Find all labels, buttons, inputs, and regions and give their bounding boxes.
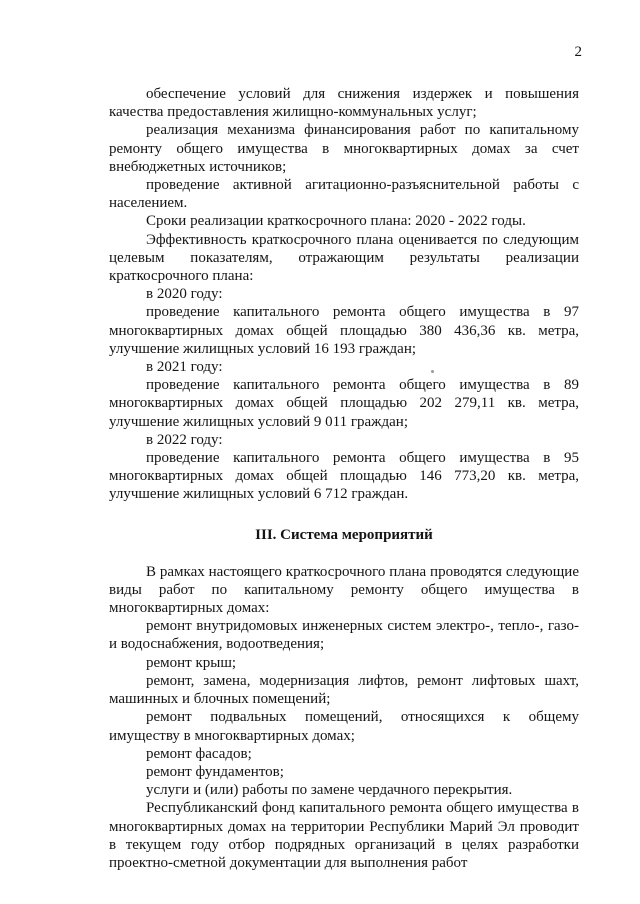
year-label: в 2022 году:: [146, 431, 223, 448]
list-item: ремонт фундаментов;: [146, 763, 284, 780]
year-label: в 2020 году:: [146, 286, 223, 303]
scan-speck: [431, 370, 434, 373]
paragraph: реализация механизма финансирования работ по капитальному ремонту общего имущества в многоквартирных домах за счет внебюджетных источников;: [109, 122, 579, 175]
list-item: ремонт, замена, модернизация лифтов, ремонт лифтовых шахт, машинных и блочных помещений;: [109, 672, 579, 708]
page-number: 2: [574, 44, 582, 60]
paragraph: Эффективность краткосрочного плана оценивается по следующим целевым показателям, отражающим результаты реализации краткосрочного плана:: [109, 231, 579, 285]
paragraph: проведение активной агитационно-разъяснительной работы с населением.: [109, 177, 579, 212]
paragraph: Сроки реализации краткосрочного плана: 2020 - 2022 годы.: [146, 213, 526, 230]
paragraph: Республиканский фонд капитального ремонта общего имущества в многоквартирных домах на территории Республики Марий Эл проводит в текущем году отбор подрядных организаций в целях разработки проектно-сметной документации для выполнения работ: [109, 800, 579, 871]
list-item: ремонт внутридомовых инженерных систем электро-, тепло-, газо- и водоснабжения, водоотведения;: [109, 618, 579, 653]
paragraph: проведение капитального ремонта общего имущества в 97 многоквартирных домах общей площадью 380 436,36 кв. метра, улучшение жилищных условий 16 193 граждан;: [109, 304, 579, 357]
year-label: в 2021 году:: [146, 359, 223, 376]
section-heading: III. Система мероприятий: [255, 526, 433, 543]
list-item: ремонт крыш;: [146, 654, 237, 671]
paragraph: проведение капитального ремонта общего имущества в 89 многоквартирных домах общей площадью 202 279,11 кв. метра, улучшение жилищных условий 9 011 граждан;: [109, 377, 579, 430]
paragraph: проведение капитального ремонта общего имущества в 95 многоквартирных домах общей площадью 146 773,20 кв. метра, улучшение жилищных условий 6 712 граждан.: [109, 450, 579, 503]
paragraph: обеспечение условий для снижения издержек и повышения качества предоставления жилищно-коммунальных услуг;: [109, 86, 579, 121]
document-body: [109, 85, 579, 872]
list-item: ремонт подвальных помещений, относящихся к общему имуществу в многоквартирных домах;: [109, 709, 579, 744]
paragraph: В рамках настоящего краткосрочного плана проводятся следующие виды работ по капитальному ремонту общего имущества в многоквартирных домах:: [109, 563, 579, 617]
list-item: услуги и (или) работы по замене чердачного перекрытия.: [146, 782, 513, 799]
list-item: ремонт фасадов;: [146, 745, 252, 762]
